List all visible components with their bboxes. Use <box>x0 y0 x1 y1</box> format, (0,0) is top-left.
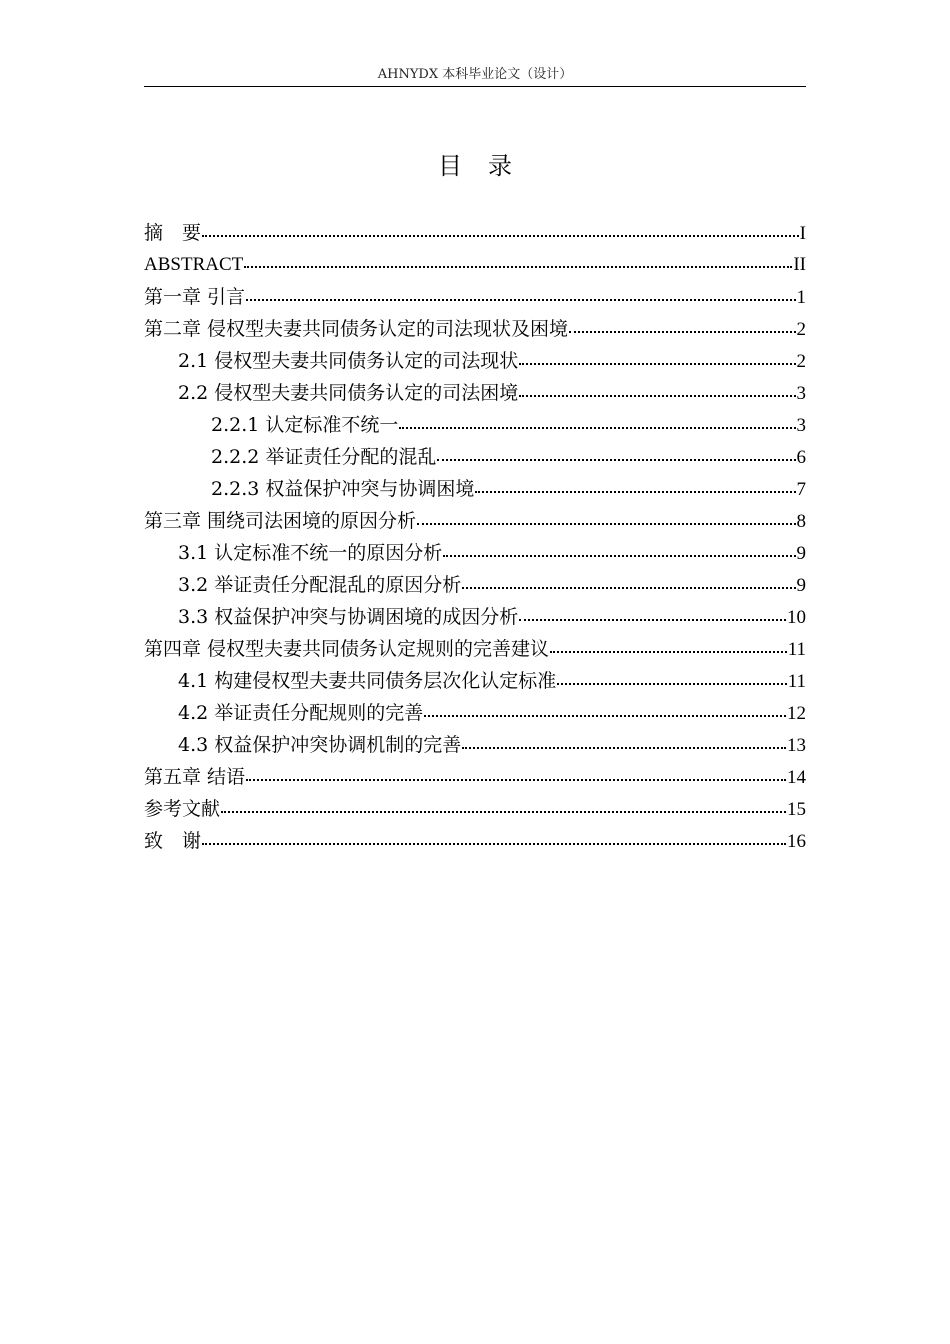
toc-entry-label: 参考文献 <box>144 798 221 820</box>
toc-dot-leader <box>417 509 795 527</box>
toc-entry-section-4-3[interactable] <box>144 729 806 761</box>
toc-entry-page: 13 <box>787 735 806 756</box>
toc-dot-leader <box>437 445 795 463</box>
toc-entry-page: 9 <box>796 575 806 596</box>
toc-entry-page: 11 <box>787 671 806 692</box>
toc-entry-label: 致 谢 <box>144 830 202 852</box>
toc-dot-leader <box>202 221 799 239</box>
toc-dot-leader <box>462 573 795 591</box>
toc-entry-label: 摘 要 <box>144 222 202 244</box>
toc-dot-leader <box>424 701 786 719</box>
toc-entry-chapter-4[interactable] <box>144 633 806 665</box>
toc-entry-section-4-1[interactable] <box>144 665 806 697</box>
toc-entry-abstract-en[interactable] <box>144 249 806 281</box>
toc-entry-section-2-2-1[interactable] <box>144 409 806 441</box>
toc-entry-chapter-1[interactable] <box>144 281 806 313</box>
toc-entry-page: I <box>799 223 806 244</box>
toc-entry-page: 3 <box>796 383 806 404</box>
toc-dot-leader <box>246 765 786 783</box>
toc-dot-leader <box>221 797 786 815</box>
toc-entry-label: 第二章 侵权型夫妻共同债务认定的司法现状及困境 <box>144 318 569 340</box>
toc-entry-label: 2.1 侵权型夫妻共同债务认定的司法现状 <box>178 350 519 372</box>
toc-title: 目录 <box>438 152 538 180</box>
toc-entry-label: 4.1 构建侵权型夫妻共同债务层次化认定标准 <box>178 670 557 692</box>
toc-dot-leader <box>557 669 786 687</box>
toc-entry-page: 3 <box>796 415 806 436</box>
toc-entry-label: 2.2.3 权益保护冲突与协调困境 <box>211 478 475 500</box>
toc-dot-leader <box>244 252 792 270</box>
toc-entry-label: 3.2 举证责任分配混乱的原因分析 <box>178 574 462 596</box>
toc-dot-leader <box>443 541 795 559</box>
toc-entry-label: 3.1 认定标准不统一的原因分析 <box>178 542 443 564</box>
toc-dot-leader <box>246 285 795 303</box>
toc-entry-page: 9 <box>796 543 806 564</box>
toc-entry-label: 第三章 围绕司法困境的原因分析 <box>144 510 417 532</box>
toc-entry-label: ABSTRACT <box>144 254 244 275</box>
toc-dot-leader <box>550 637 787 655</box>
toc-entry-page: 14 <box>787 767 806 788</box>
toc-entry-section-2-2-3[interactable] <box>144 473 806 505</box>
toc-entry-chapter-2[interactable] <box>144 313 806 345</box>
toc-entry-label: 第一章 引言 <box>144 286 246 308</box>
toc-entry-acknowledgements[interactable] <box>144 825 806 857</box>
toc-entry-chapter-3[interactable] <box>144 505 806 537</box>
toc-entry-section-2-1[interactable] <box>144 345 806 377</box>
toc-entry-label: 3.3 权益保护冲突与协调困境的成因分析 <box>178 606 519 628</box>
toc-entry-section-3-2[interactable] <box>144 569 806 601</box>
toc-entry-page: 10 <box>787 607 806 628</box>
toc-entry-page: 12 <box>787 703 806 724</box>
toc-dot-leader <box>475 477 795 495</box>
toc-entry-page: 1 <box>796 287 806 308</box>
toc-entry-label: 2.2.2 举证责任分配的混乱 <box>211 446 437 468</box>
toc-entry-page: 15 <box>787 799 806 820</box>
header-rule <box>144 86 806 87</box>
toc-entry-section-2-2[interactable] <box>144 377 806 409</box>
toc-entry-section-3-3[interactable] <box>144 601 806 633</box>
toc-dot-leader <box>519 381 795 399</box>
toc-entry-page: 7 <box>796 479 806 500</box>
toc-dot-leader <box>462 733 786 751</box>
toc-entry-page: 6 <box>796 447 806 468</box>
toc-entry-page: 11 <box>787 639 806 660</box>
toc-entry-label: 第五章 结语 <box>144 766 246 788</box>
toc-entry-page: II <box>793 254 806 275</box>
toc-dot-leader <box>399 413 795 431</box>
toc-entry-label: 第四章 侵权型夫妻共同债务认定规则的完善建议 <box>144 638 550 660</box>
toc-dot-leader <box>519 605 786 623</box>
toc-entry-label: 4.2 举证责任分配规则的完善 <box>178 702 424 724</box>
toc-entry-section-2-2-2[interactable] <box>144 441 806 473</box>
toc-entry-page: 16 <box>787 831 806 852</box>
toc-entry-abstract-cn[interactable] <box>144 217 806 249</box>
toc-entry-section-4-2[interactable] <box>144 697 806 729</box>
toc-entry-label: 2.2 侵权型夫妻共同债务认定的司法困境 <box>178 382 519 404</box>
table-of-contents <box>144 217 806 857</box>
toc-entry-page: 8 <box>796 511 806 532</box>
toc-entry-chapter-5[interactable] <box>144 761 806 793</box>
toc-entry-references[interactable] <box>144 793 806 825</box>
toc-dot-leader <box>569 317 795 335</box>
page-header: AHNYDX 本科毕业论文（设计） <box>377 67 573 82</box>
toc-entry-page: 2 <box>796 319 806 340</box>
toc-entry-label: 4.3 权益保护冲突协调机制的完善 <box>178 734 462 756</box>
toc-entry-section-3-1[interactable] <box>144 537 806 569</box>
toc-dot-leader <box>202 829 786 847</box>
toc-dot-leader <box>519 349 795 367</box>
toc-entry-page: 2 <box>796 351 806 372</box>
toc-entry-label: 2.2.1 认定标准不统一 <box>211 414 399 436</box>
